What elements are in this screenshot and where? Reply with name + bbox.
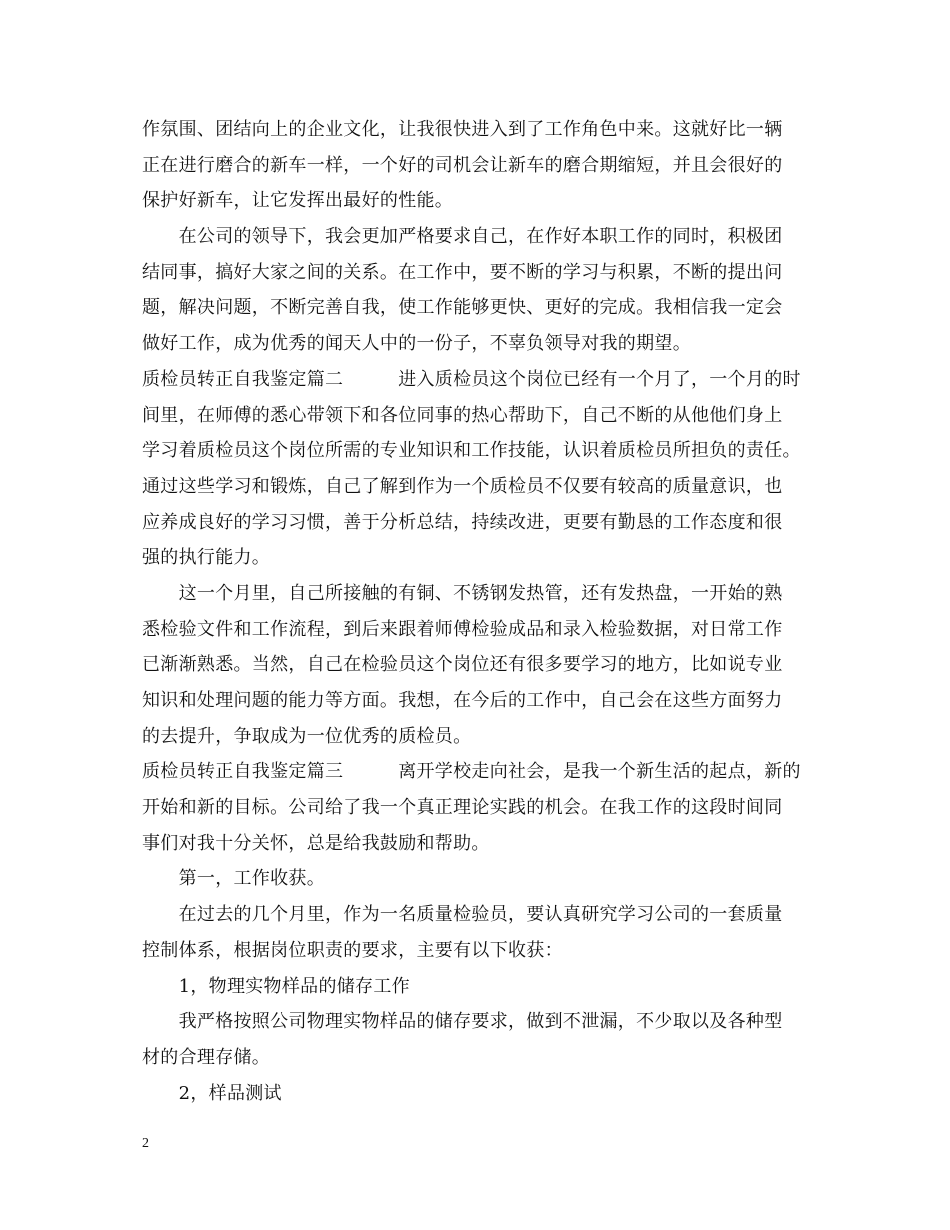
text-line: 做好工作，成为优秀的闻天人中的一份子，不辜负领导对我的期望。 (142, 333, 691, 355)
page-number: 2 (142, 1136, 149, 1151)
text-line: 2，样品测试 (142, 1082, 282, 1104)
text-line: 应养成良好的学习习惯，善于分析总结，持续改进，更要有勤恳的工作态度和很 (142, 511, 783, 533)
text-line: 结同事，搞好大家之间的关系。在工作中，要不断的学习与积累，不断的提出问 (142, 261, 783, 283)
text-line: 保护好新车，让它发挥出最好的性能。 (142, 190, 454, 212)
text-line: 1，物理实物样品的储存工作 (142, 975, 410, 997)
text-line: 我严格按照公司物理实物样品的储存要求，做到不泄漏，不少取以及各种型 (142, 1011, 783, 1033)
text-line: 正在进行磨合的新车一样，一个好的司机会让新车的磨合期缩短，并且会很好的 (142, 154, 783, 176)
text-line: 作氛围、团结向上的企业文化，让我很快进入到了工作角色中来。这就好比一辆 (142, 119, 783, 140)
text-line: 这一个月里，自己所接触的有铜、不锈钢发热管，还有发热盘，一开始的熟 (142, 582, 783, 604)
text-line: 控制体系，根据岗位职责的要求，主要有以下收获： (142, 939, 563, 961)
text-line: 已渐渐熟悉。当然，自己在检验员这个岗位还有很多要学习的地方，比如说专业 (142, 654, 783, 676)
text-line: 材的合理存储。 (142, 1046, 271, 1068)
text-line: 在公司的领导下，我会更加严格要求自己，在作好本职工作的同时，积极团 (142, 226, 783, 248)
text-line: 悉检验文件和工作流程，到后来跟着师傅检验成品和录入检验数据，对日常工作 (142, 618, 783, 640)
text-line: 质检员转正自我鉴定篇三 离开学校走向社会，是我一个新生活的起点，新的 (142, 761, 801, 783)
text-line: 学习着质检员这个岗位所需的专业知识和工作技能，认识着质检员所担负的责任。 (142, 440, 801, 462)
text-line: 事们对我十分关怀，总是给我鼓励和帮助。 (142, 832, 490, 854)
body-text (142, 112, 842, 1111)
text-line: 间里，在师傅的悉心带领下和各位同事的热心帮助下，自己不断的从他他们身上 (142, 404, 783, 426)
text-line: 的去提升，争取成为一位优秀的质检员。 (142, 725, 472, 747)
text-line: 知识和处理问题的能力等方面。我想，在今后的工作中，自己会在这些方面努力 (142, 690, 783, 711)
text-line: 第一，工作收获。 (142, 868, 325, 890)
text-line: 题，解决问题，不断完善自我，使工作能够更快、更好的完成。我相信我一定会 (142, 297, 783, 319)
text-line: 质检员转正自我鉴定篇二 进入质检员这个岗位已经有一个月了，一个月的时 (142, 368, 801, 390)
text-line: 开始和新的目标。公司给了我一个真正理论实践的机会。在我工作的这段时间同 (142, 797, 783, 819)
text-line: 通过这些学习和锻炼，自己了解到作为一个质检员不仅要有较高的质量意识，也 (142, 475, 783, 497)
text-line: 在过去的几个月里，作为一名质量检验员，要认真研究学习公司的一套质量 (142, 904, 783, 926)
text-line: 强的执行能力。 (142, 547, 271, 569)
